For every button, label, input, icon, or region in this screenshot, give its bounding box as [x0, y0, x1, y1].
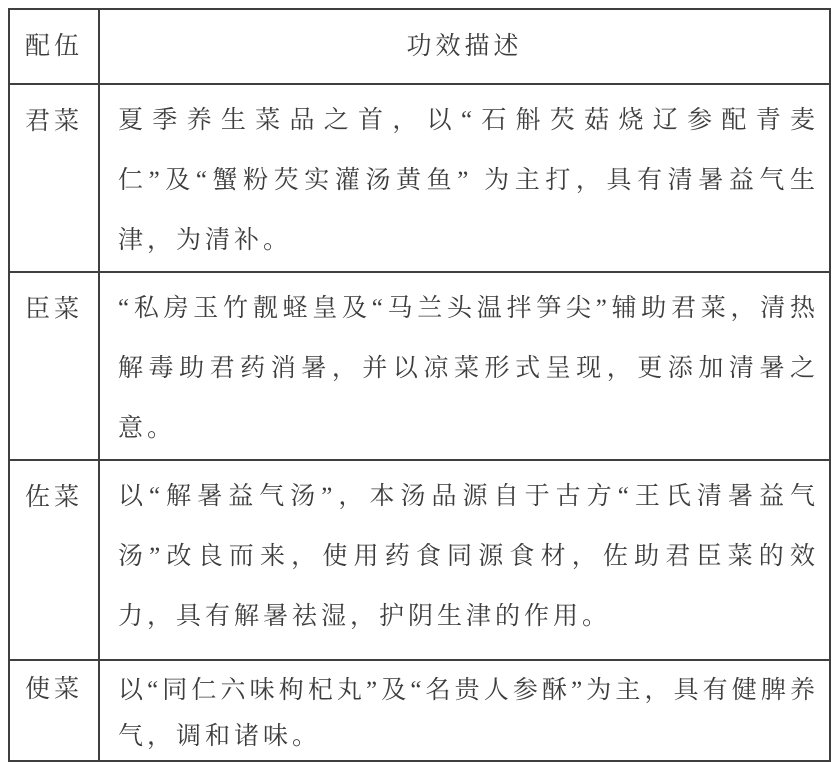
- row-label: 使菜: [9, 660, 99, 761]
- table-row: [9, 460, 830, 660]
- pairing-efficacy-table: [8, 8, 831, 762]
- table-row: [9, 272, 830, 460]
- header-row: [9, 9, 830, 84]
- row-desc: 以“同仁六味枸杞丸”及“名贵人参酥”为主，具有健脾养气，调和诸味。: [99, 660, 830, 761]
- table-row: [9, 660, 830, 761]
- row-label: 佐菜: [9, 460, 99, 660]
- row-desc: 以“解暑益气汤”，本汤品源自于古方“王氏清暑益气汤”改良而来，使用药食同源食材，佐助君臣菜的效力，具有解暑祛湿，护阴生津的作用。: [99, 460, 830, 660]
- table-body: [9, 84, 830, 761]
- table-row: [9, 84, 830, 272]
- row-desc: 夏季养生菜品之首，以“石斛芡菇烧辽参配青麦仁”及“蟹粉芡实灌汤黄鱼” 为主打，具有清暑益气生津，为清补。: [99, 84, 830, 272]
- row-desc: “私房玉竹靓蛏皇及“马兰头温拌笋尖”辅助君菜，清热解毒助君药消暑，并以凉菜形式呈现，更添加清暑之意。: [99, 272, 830, 460]
- header-cell-pairing: 配伍: [9, 9, 99, 84]
- row-label: 君菜: [9, 84, 99, 272]
- table-header: [9, 9, 830, 84]
- row-label: 臣菜: [9, 272, 99, 460]
- header-cell-description: 功效描述: [99, 9, 830, 84]
